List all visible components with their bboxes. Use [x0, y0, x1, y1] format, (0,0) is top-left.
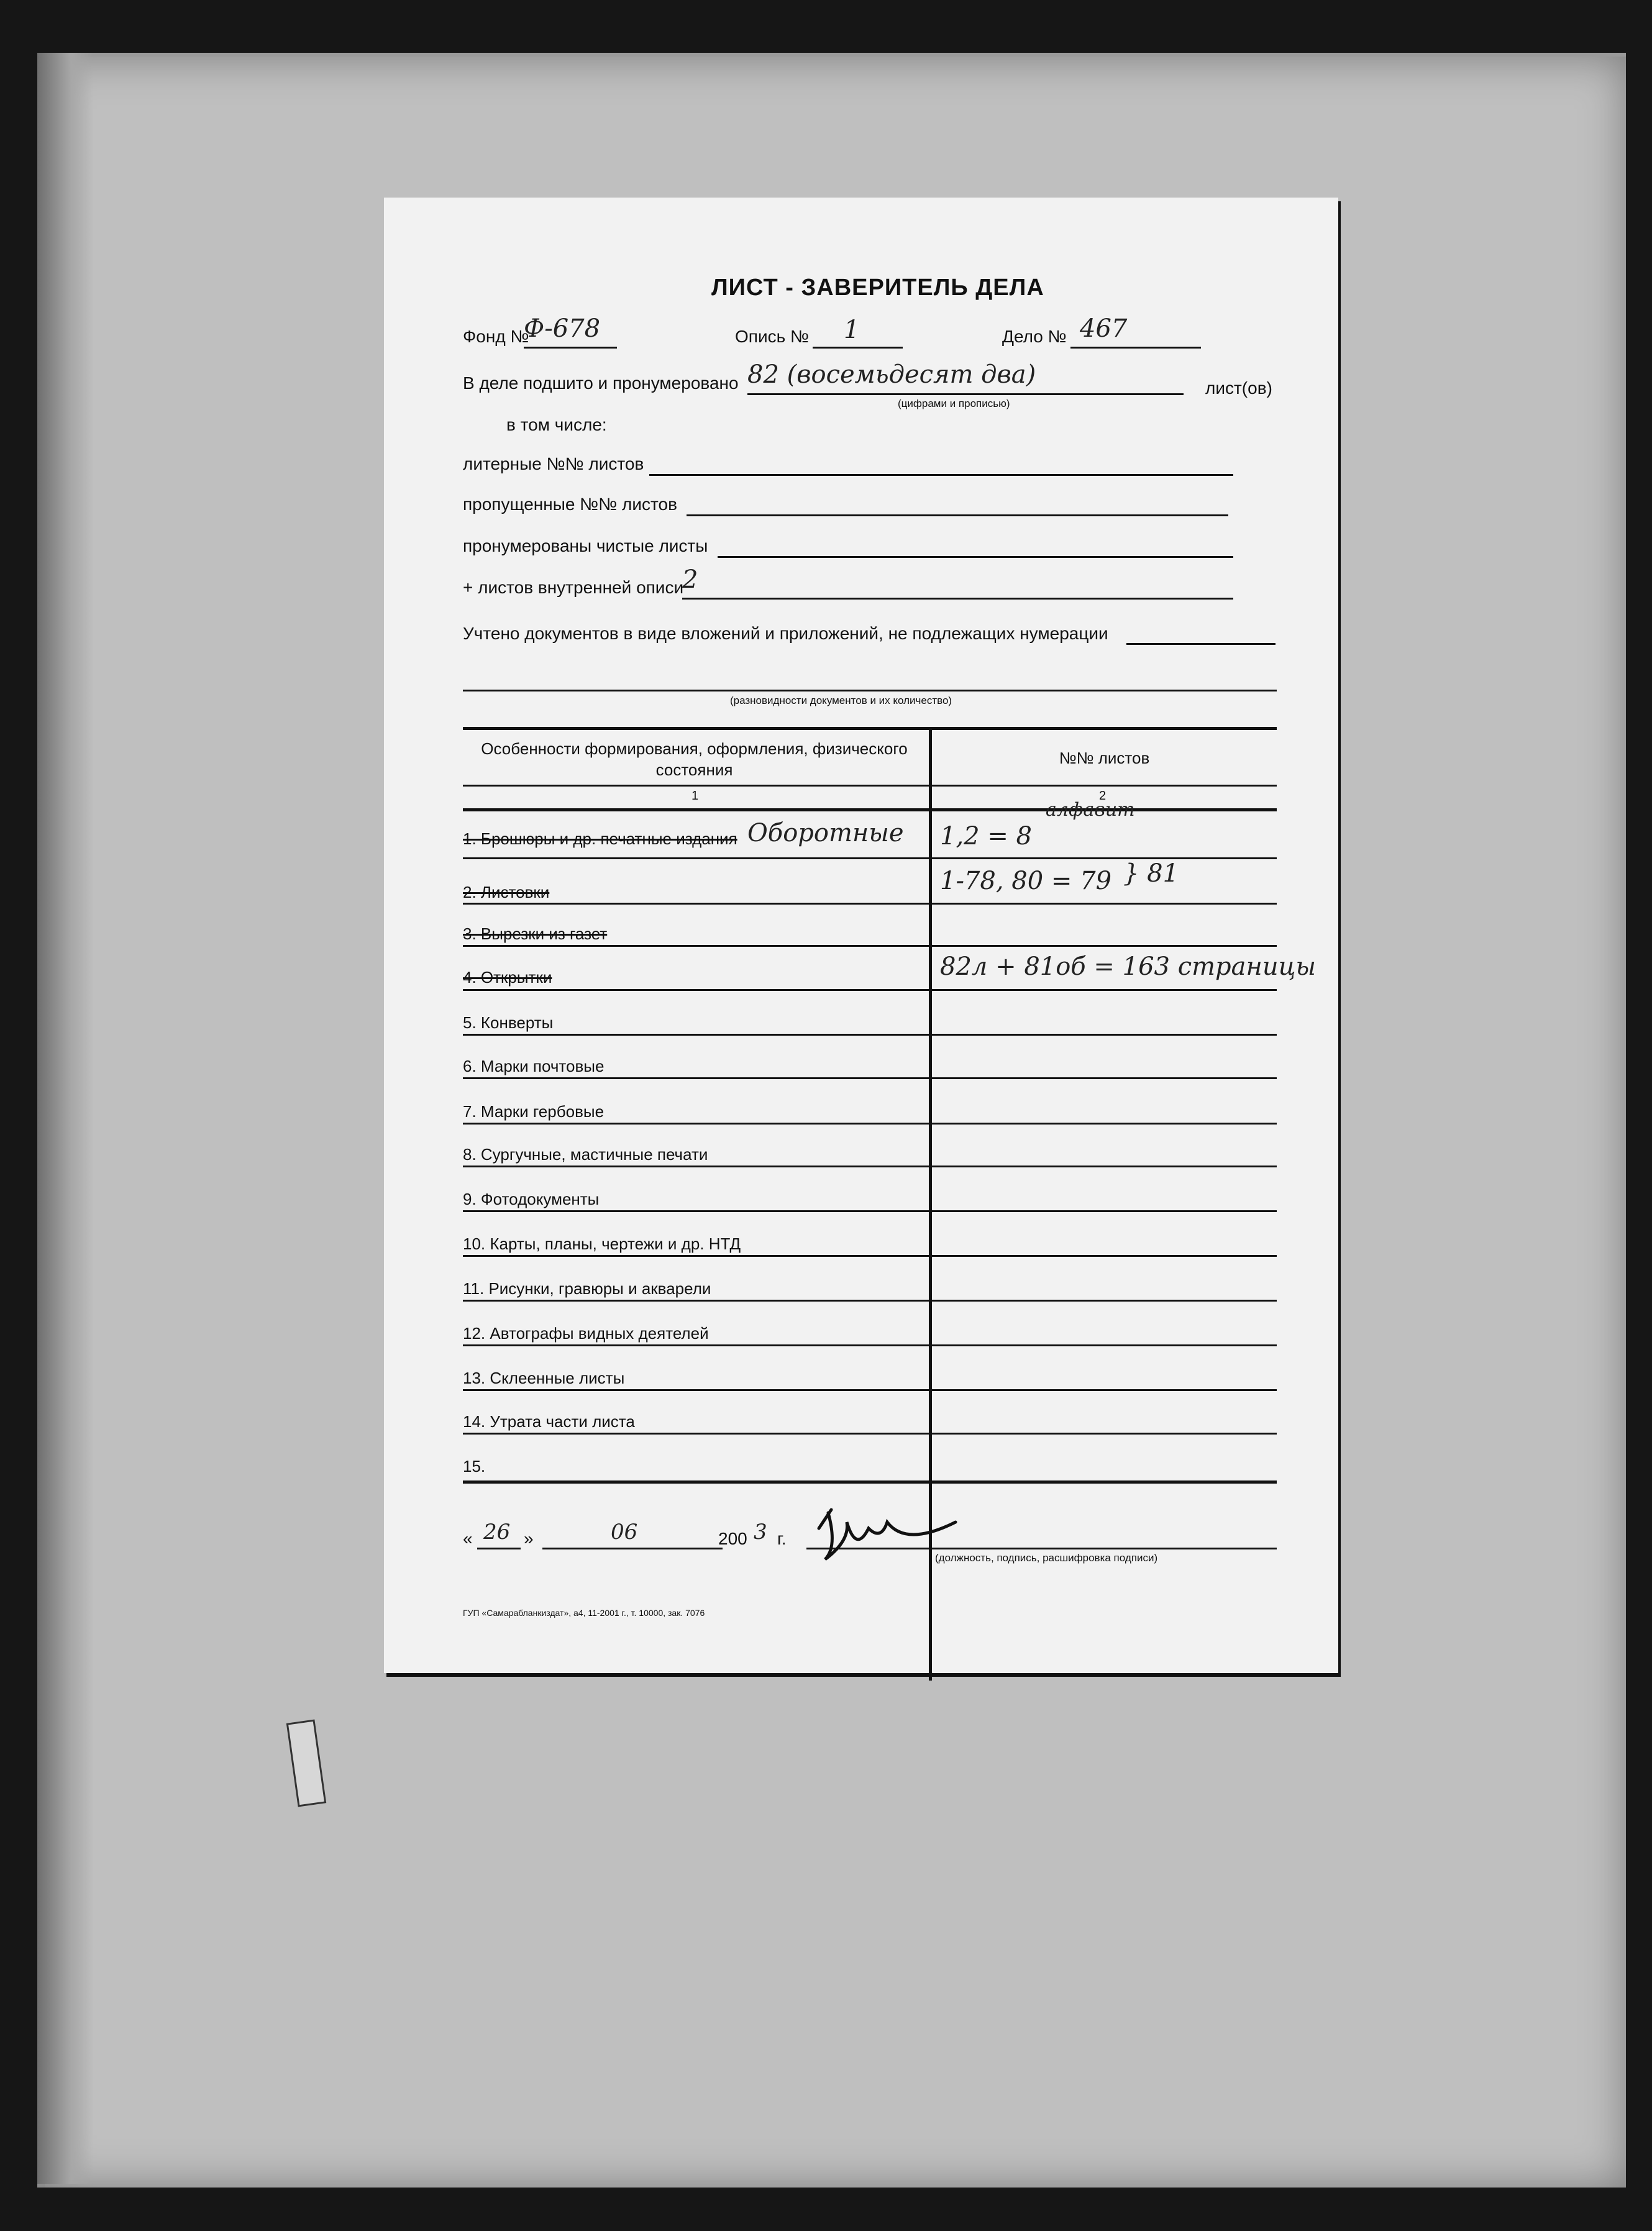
- table-top-border: [463, 727, 1277, 730]
- row-1-label-text: 1. Брошюры и др. печатные издания: [463, 829, 737, 848]
- uchteno-underline: [1126, 643, 1276, 645]
- date-quote-close: »: [524, 1529, 534, 1548]
- table-row-4-rule: [463, 989, 1277, 991]
- row-3-label-text: 3. Вырезки из газет: [463, 924, 608, 943]
- printer-imprint: ГУП «Самарабланкиздат», а4, 11-2001 г., т. 10000, зак. 7076: [463, 1608, 705, 1618]
- table-subheader-rule: [463, 808, 1277, 811]
- opis-label: Опись №: [735, 327, 809, 346]
- missed-label: пропущенные №№ листов: [463, 495, 677, 514]
- table-row-15-label: 15.: [463, 1457, 486, 1476]
- date-year-digit: 3: [754, 1520, 767, 1544]
- date-year-prefix: 200: [718, 1529, 747, 1548]
- table-row-12-rule: [463, 1344, 1277, 1346]
- table-row-13-rule: [463, 1389, 1277, 1391]
- table-row-13-label: 13. Склеенные листы: [463, 1369, 625, 1387]
- fond-label: Фонд №: [463, 327, 529, 346]
- table-row-5-label: 5. Конверты: [463, 1013, 554, 1032]
- folder-spine: [37, 53, 93, 2184]
- table-row-9-label: 9. Фотодокументы: [463, 1190, 600, 1208]
- table-row-2-label: [463, 883, 549, 902]
- blank-label: пронумерованы чистые листы: [463, 536, 708, 555]
- table-row-8-label: 8. Сургучные, мастичные печати: [463, 1145, 708, 1164]
- date-day-underline: [477, 1548, 521, 1549]
- literal-underline: [649, 474, 1233, 476]
- podshito-hint: (цифрами и прописью): [898, 398, 1010, 409]
- table-row-11-label: 11. Рисунки, гравюры и акварели: [463, 1279, 711, 1298]
- podshito-suffix: лист(ов): [1205, 378, 1272, 398]
- literal-label: литерные №№ листов: [463, 454, 644, 473]
- opis-underline: [813, 347, 903, 349]
- date-year-suffix: г.: [777, 1529, 787, 1548]
- row-2-label-text: 2. Листовки: [463, 883, 550, 901]
- table-row-10-rule: [463, 1255, 1277, 1257]
- signature-hint: (должность, подпись, расшифровка подписи): [935, 1552, 1158, 1564]
- uchteno-label: Учтено документов в виде вложений и приложений, не подлежащих нумерации: [463, 624, 1108, 643]
- table-row-8-rule: [463, 1166, 1277, 1167]
- table-bottom-border: [463, 1480, 1277, 1484]
- table-row-5-rule: [463, 1034, 1277, 1036]
- table-row-4-label: [463, 968, 552, 987]
- fond-underline: [524, 347, 617, 349]
- row-4-label-text: 4. Открытки: [463, 968, 552, 987]
- date-quote-open: «: [463, 1529, 473, 1548]
- row-1-handwritten: Оборотные: [747, 819, 904, 847]
- table-row-9-rule: [463, 1210, 1277, 1212]
- inner-underline: [682, 598, 1233, 600]
- table-col1-num: 1: [691, 789, 699, 803]
- date-day: 26: [483, 1520, 511, 1544]
- table-col2-header: №№ листов: [1059, 749, 1150, 767]
- missed-underline: [687, 514, 1228, 516]
- table-row-7-rule: [463, 1123, 1277, 1125]
- table-header-rule: [463, 785, 1277, 787]
- row-4-value: 82л + 81об = 163 страницы: [940, 952, 1317, 981]
- inner-value: 2: [682, 565, 698, 594]
- table-row-10-label: 10. Карты, планы, чертежи и др. НТД: [463, 1234, 741, 1253]
- table-col2-num: 2: [1099, 789, 1107, 803]
- table-row-14-label: 14. Утрата части листа: [463, 1412, 635, 1431]
- certification-sheet: [384, 198, 1338, 1673]
- opis-value: 1: [844, 316, 860, 344]
- table-row-2-rule: [463, 903, 1277, 905]
- delo-value: 467: [1080, 314, 1128, 343]
- table-row-12-label: 12. Автографы видных деятелей: [463, 1324, 709, 1343]
- table-row-14-rule: [463, 1433, 1277, 1435]
- table-row-1-label: [463, 829, 737, 849]
- table-row-11-rule: [463, 1300, 1277, 1302]
- table-row-3-label: [463, 924, 607, 944]
- table-row-6-rule: [463, 1077, 1277, 1079]
- row-2-value: 1-78, 80 = 79: [940, 867, 1112, 895]
- table-row-7-label: 7. Марки гербовые: [463, 1102, 605, 1121]
- podshito-underline: [747, 393, 1184, 395]
- delo-label: Дело №: [1002, 327, 1067, 346]
- uchteno-hint: (разновидности документов и их количество): [730, 695, 952, 706]
- inner-label: + листов внутренней описи: [463, 578, 684, 597]
- table-col1-header: Особенности формирования, оформления, физического состояния: [481, 739, 908, 779]
- v-tom-chisle: в том числе:: [506, 415, 607, 434]
- podshito-label: В деле подшито и пронумеровано: [463, 373, 739, 393]
- signature-underline: [806, 1548, 1277, 1549]
- delo-underline: [1070, 347, 1201, 349]
- podshito-value: 82 (восемьдесят два): [747, 360, 1036, 389]
- row-2-brace: } 81: [1123, 859, 1179, 888]
- blank-underline: [718, 556, 1233, 558]
- date-month-underline: [542, 1548, 723, 1549]
- sheet-title: ЛИСТ - ЗАВЕРИТЕЛЬ ДЕЛА: [711, 275, 1044, 301]
- uchteno-second-line: [463, 690, 1277, 691]
- date-month: 06: [611, 1520, 638, 1544]
- table-row-3-rule: [463, 945, 1277, 947]
- fond-value: Ф-678: [524, 314, 601, 343]
- table-row-6-label: 6. Марки почтовые: [463, 1057, 605, 1075]
- row-1-value: 1,2 = 8: [940, 822, 1033, 851]
- row-1-above: алфавит: [1046, 799, 1135, 821]
